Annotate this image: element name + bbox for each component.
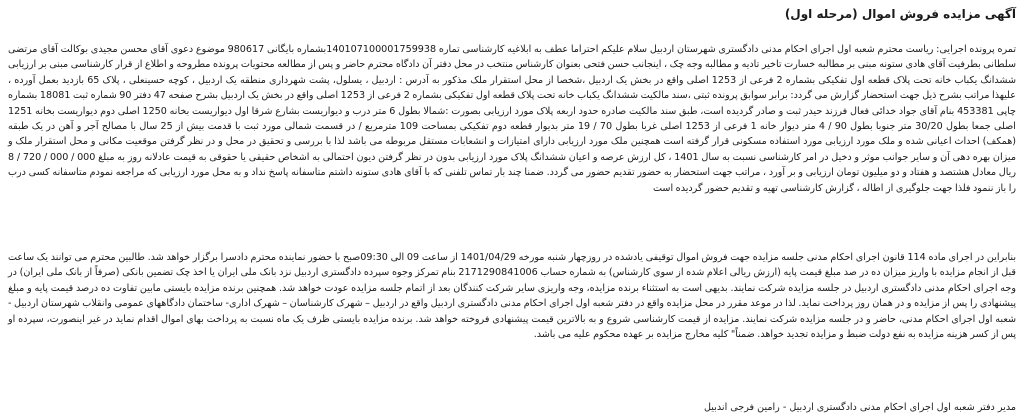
auction-terms-paragraph: بنابراین در اجرای ماده 114 قانون اجرای احکام مدنی جلسه مزایده جهت فروش اموال توقیفی یادشده در روزچهار شنبه مورخه 1401/04/29 از ساعت 09 الی 09:30صبح با حضور نماینده محترم دادسرا برگزار خواهد شد. طالبین محترم می توانند یک ساعت قبل از انجام مزایده با واریز میزان ده در صد مبلغ قیمت پایه (ارزش ریالی اعلام شده از سوی کارشناس) به شماره حساب 2171290841006 بنام تمرکز وجوه سپرده دادگستری اردبیل نزد بانک ملی ایران یا اخذ چک تضمین بانکی (صرفاً از بانک ملی ایران) در وجه اجرای احکام مدنی دادگستری اردبیل در جلسه مزایده شرکت نمایند. بدیهی است به استثناء برنده مزایده، وجه واریزی سایر شرکت کنندگان بعد از اتمام جلسه مزایده عودت خواهد شد. همچنین برنده مزایده بایستی مابین تفاوت ده درصد قیمت پایه و مبلغ پیشنهادی را پس از مزایده و در همان روز پرداخت نماید. لذا در موعد مقرر در محل مزایده واقع در دفتر شعبه اول اجرای احکام مدنی دادگستری اردبیل واقع در اردبیل – شهرک کارشناسان – شهرک اداری- ساختمان دادگاههای عمومی وانقلاب شهرستان اردبیل - شعبه اول اجرای احکام مدنی، حاضر و در جلسه مزایده شرکت نمایند. مزایده از قیمت کارشناسی شروع و به بالاترین قیمت پیشنهادی فروخته خواهد شد. برنده مزایده بایستی ظرف یک ماه نسبت به پرداخت بهای اموال اقدام نماید در غیر اینصورت، سپرده او پس از کسر هزینه مزایده به نفع دولت ضبط و مزایده تجدید خواهد. ضمناً" کلیه مخارج مزایده بر عهده محکوم علیه می باشد. <box>8 252 1016 341</box>
notice-title: آگهی مزایده فروش اموال (مرحله اول) <box>784 7 1016 21</box>
signature-line: مدیر دفتر شعبه اول اجرای احکام مدنی دادگستری اردبیل - رامین فرجی اندبیل <box>704 402 1016 413</box>
expert-report-paragraph: تمره پرونده اجرایی: ریاست محترم شعبه اول اجرای احکام مدنی دادگستری شهرستان اردبیل سلام علیکم احتراما عطف به ابلاغیه کارشناسی تماره 140107100001759938بشماره بایگانی 980617 موضوع دعوی آقای محسن مجیدی بوکالت آقای مرتضی سلطانی بطرفیت آقای هادی ستونه مبنی بر مطالبه خسارت تاخیر تادیه و مطالبه وجه چک ، اینجانب حسن فتحی بعنوان کارشناس منتخب در محل دفتر آن دادگاه محترم حاضر و پس از مطالعه محتویات پرونده مطروحه و اطلاع از قرار کارشناسی مبنی بر ارزیابی ششدانگ یکباب خانه تحت پلاک قطعه اول تفکیکی بشماره 2 فرعی از 1253 اصلی واقع در بخش یک اردبیل ،شخصا از محل استقرار ملک مذکور به آدرس : اردبیل ، یسلول، پشت شهرداری منطقه یک اردبیل ، کوچه حسینعلی ، پلاک 65 بازدید بعمل آورده ، علیهذا مراتب بشرح ذیل جهت استحضار گزارش می گردد: برابر سوابق پرونده ثبتی ،سند مالکیت ششدانگ یکباب خانه تحت پلاک قطعه اول تفکیکی بشماره 2 فرعی از 1253 اصلی واقع در بخش یک اردبیل بشرح صفحه 47 دفتر 90 شماره ثبت 18081 بشماره چاپی 453381 بنام آقای جواد خدائی فعال فرزند حیدر ثبت و صادر گردیده است، طبق سند مالکیت صادره حدود اربعه پلاک مورد ارزیابی بصورت :شمالا بطول 6 متر درب و دیواریست بشارع شرقا اول دیواریست بخانه 1250 اصلی دوم دیواریست بخانه 1251 اصلی جمعا بطول 30/20 متر جنوبا بطول 90 / 4 متر دیوار خانه 1 فرعی از 1253 اصلی غربا بطول 70 / 19 متر بدیوار قطعه دوم تفکیکی بمساحت 109 مترمربع / در قسمت شمالی مورد ثبت با قدمت بیش از 25 سال با مصالح آجر و آهن در یک طبقه (همکف) احداث اعیانی شده و ملک مورد ارزیابی مورد استفاده مسکونی قرار گرفته است همچنین ملک مورد ارزیابی دارای امتیازات و انشعابات مستقل مربوطه می باشد لذا با بررسی و تحقیق در محل و در نظر گرفتن موقعیت مکانی و محل استقرار ملک و میزان بهره دهی آن و سایر جوانب موثر و دخیل در امر کارشناسی نسبت به سال 1401 ، کل ارزش عرصه و اعیان ششدانگ پلاک مورد ارزیابی بدون در نظر گرفتن دیون احتمالی به اشخاص حقیقی یا حقوقی به قیمت عادلانه روز به مبلغ 000 / 000 / 720 / 8 ریال معادل هشتصد و هفتاد و دو میلیون تومان ارزیابی و بر آورد ، مراتب جهت استحضار به حضور تقدیم حضور می گردد. ضمنا چند بار تماس تلفنی که با آقای هادی ستونه داشتم متاسفانه پاسخ نداد و به محل مورد ارزیابی که مراجعه نمودم متاسفانه کسی درب را باز ننمود فلذا جهت جلوگیری از اطاله ، گزارش کارشناسی تهیه و تقدیم حضور گردیده است <box>8 44 1016 194</box>
